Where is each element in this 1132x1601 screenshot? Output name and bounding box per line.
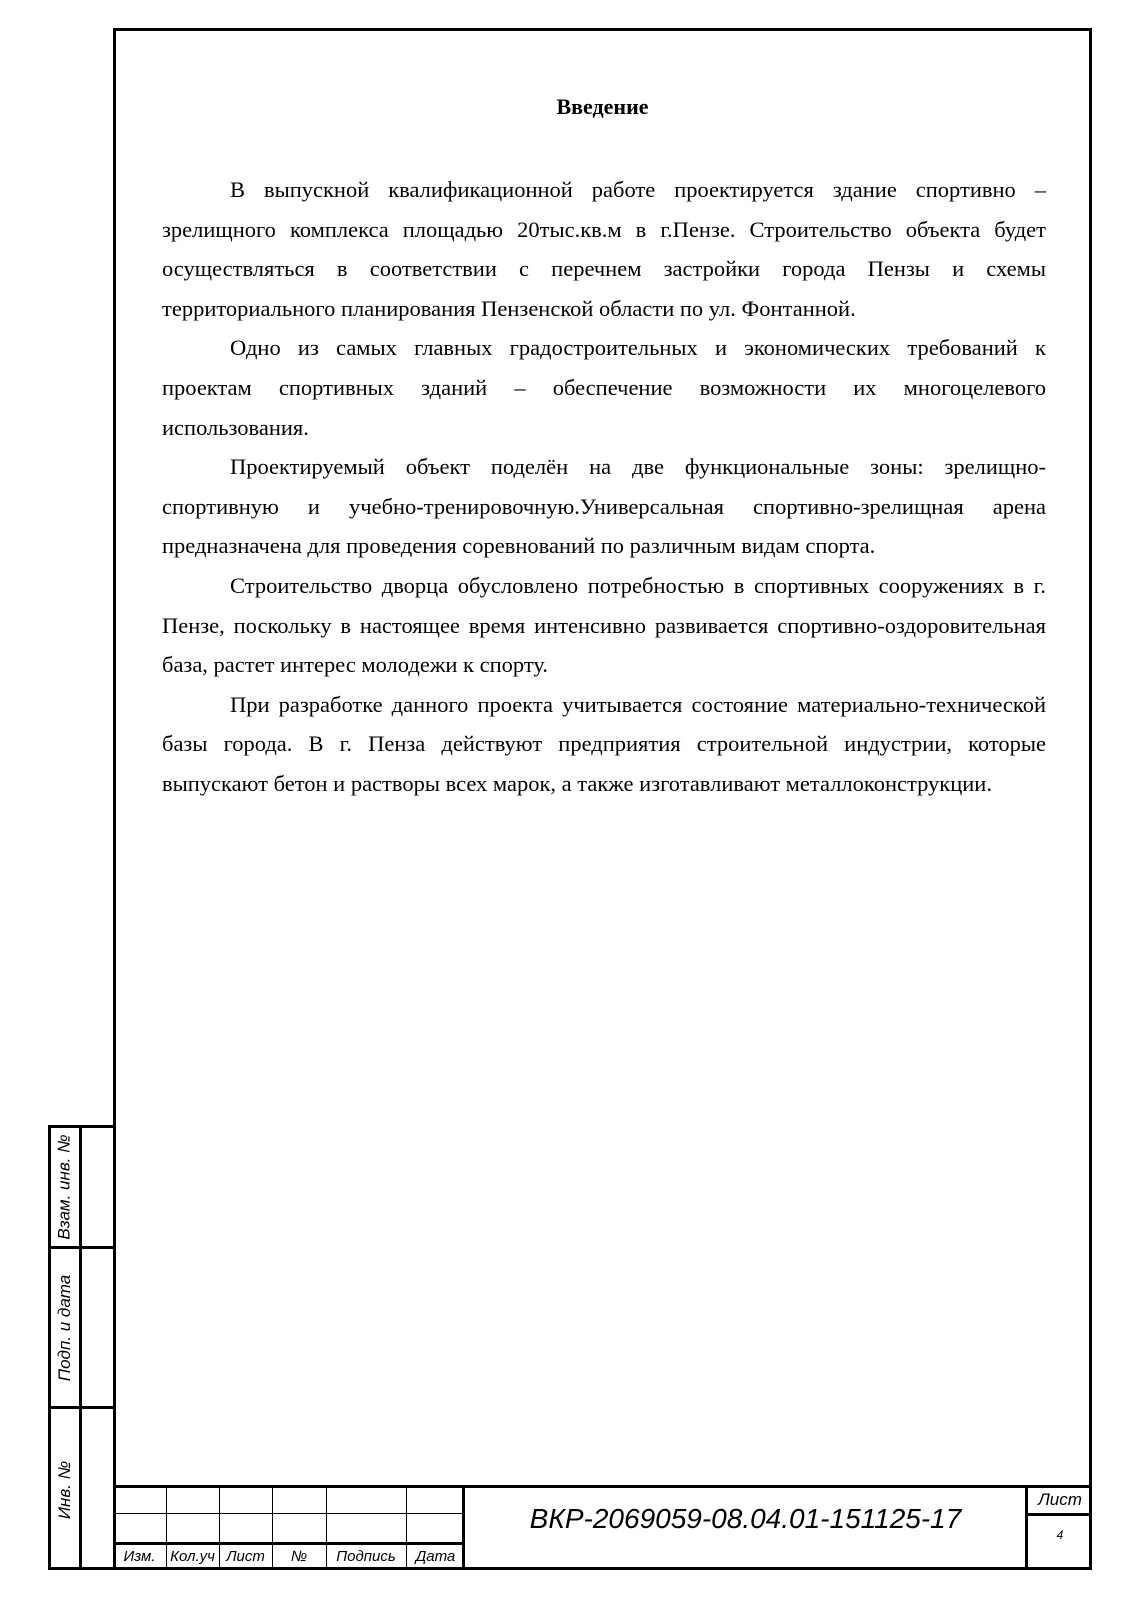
side-stamp [48,1125,113,1570]
column-date-label: Дата [415,1548,456,1565]
title-block [113,1485,1092,1570]
paragraph: Строительство дворца обусловлено потребностью в спортивных сооружениях в г. Пензе, поскольку в настоящее время интенсивно развивается спортивно-оздоровительная база, растет интерес молодежи к спорту. [162,572,1046,678]
inventory-number-label: Инв. № [55,1460,74,1519]
column-count-label: Кол.уч [170,1548,215,1565]
document-code: ВКР-2069059-08.04.01-151125-17 [529,1503,962,1534]
signature-date-label: Подп. и дата [55,1274,74,1381]
sheet-box [1025,1485,1092,1570]
replacement-inventory-label: Взам. инв. № [55,1134,74,1240]
column-number-label: № [290,1548,308,1565]
paragraph: Одно из самых главных градостроительных и экономических требований к проектам спортивных зданий – обеспечение возможности их многоцелевого использования. [162,335,1046,440]
sheet-label: Лист [1038,1490,1082,1509]
paragraph: В выпускной квалификационной работе проектируется здание спортивно – зрелищного комплекса площадью 20тыс.кв.м в г.Пензе. Строительство объекта будет осуществляться в соответствии с перечнем застройки города Пензы и схемы территориального планирования Пензенской области по ул. Фонтанной. [162,177,1046,321]
paragraph: При разработке данного проекта учитывается состояние материально-технической базы города. В г. Пенза действуют предприятия строительной индустрии, которые выпускают бетон и растворы всех марок, а также изготавливают металлоконструкции. [162,691,1046,796]
paragraph: Проектируемый объект поделён на две функциональные зоны: зрелищно-спортивную и учебно-тренировочную.Универсальная спортивно-зрелищная арена предназначена для проведения соревнований по различным видам спорта. [162,454,1046,559]
revision-grid [113,1485,465,1570]
column-sheet-label: Лист [226,1548,265,1565]
column-change-label: Изм. [123,1548,156,1565]
page-title: Введение [556,94,649,119]
sheet-number: 4 [1056,1528,1064,1542]
column-signature-label: Подпись [336,1548,396,1565]
body-text [162,170,1046,804]
